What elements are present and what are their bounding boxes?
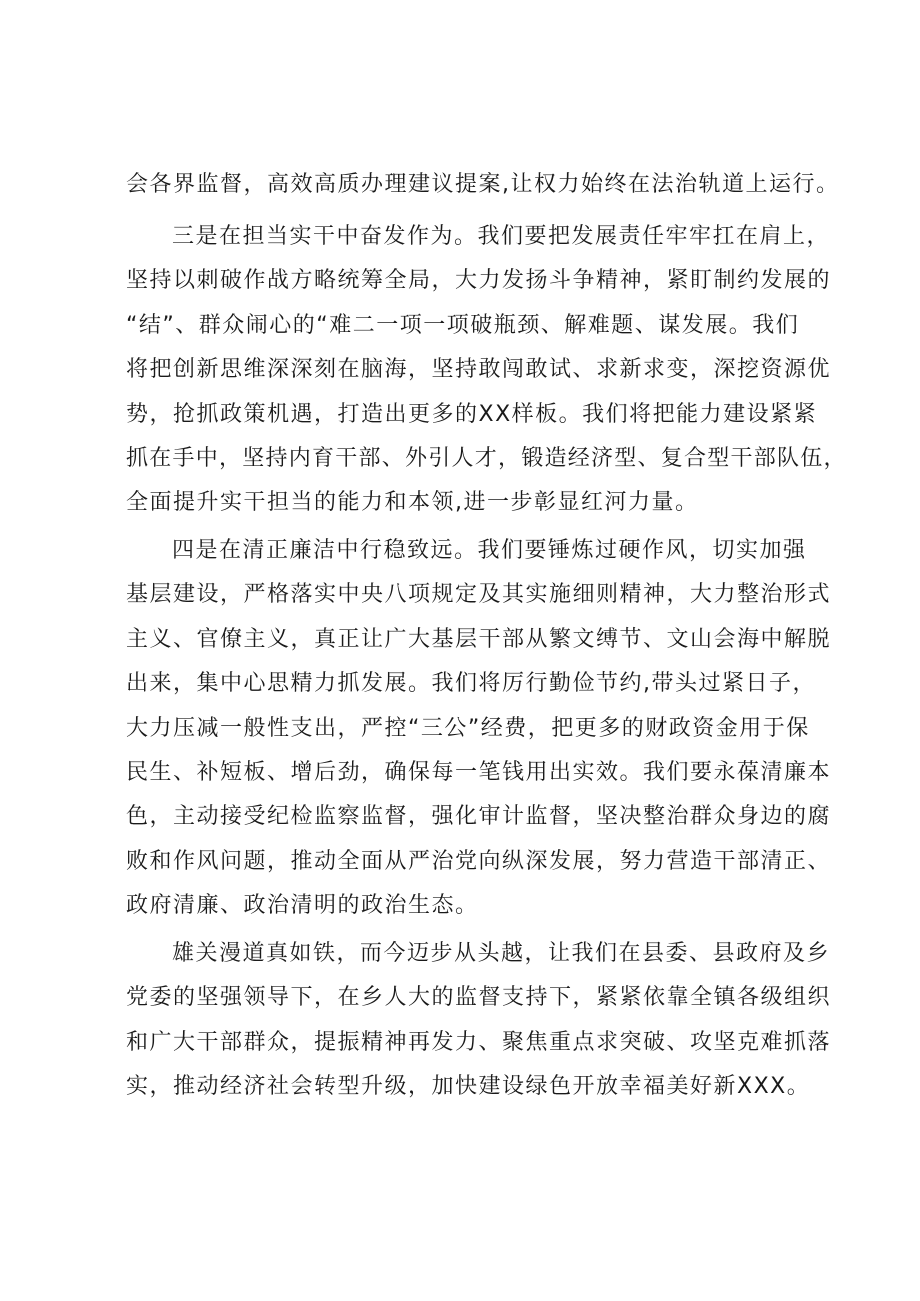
text-line: 和广大干部群众，提振精神再发力、聚焦重点求突破、攻坚克难抓落 — [126, 1030, 832, 1055]
text-line: 政府清廉、政治清明的政治生态。 — [126, 893, 479, 918]
text-line: 主义、官僚主义，真正让广大基层干部从繁文缚节、文山会海中解脱 — [126, 627, 832, 652]
paragraph-first-line: 四是在清正廉洁中行稳致远。我们要锤炼过硬作风，切实加强 — [172, 538, 807, 563]
text-line: “结”、群众闹心的“难二一项一项破瓶颈、解难题、谋发展。我们 — [126, 313, 800, 338]
text-line: 大力压减一般性支出，严控“三公”经费，把更多的财政资金用于保 — [126, 716, 810, 741]
paragraph-first-line: 三是在担当实干中奋发作为。我们要把发展责任牢牢扛在肩上， — [172, 224, 831, 249]
text-line: 势，抢抓政策机遇，打造出更多的XX样板。我们将把能力建设紧紧 — [126, 402, 818, 427]
paragraph-first-line: 雄关漫道真如铁，而今迈步从头越，让我们在县委、县政府及乡 — [172, 941, 831, 966]
text-line: 实，推动经济社会转型升级，加快建设绿色开放幸福美好新XXX。 — [126, 1074, 811, 1099]
text-line: 败和作风问题，推动全面从严治党向纵深发展，努力营造干部清正、 — [126, 849, 832, 874]
text-line: 民生、补短板、增后劲，确保每一笔钱用出实效。我们要永葆清廉本 — [126, 760, 832, 785]
text-line: 出来，集中心思精力抓发展。我们将厉行勤俭节约,带头过紧日子， — [126, 671, 816, 696]
text-line: 党委的坚强领导下，在乡人大的监督支持下，紧紧依靠全镇各级组织 — [126, 985, 832, 1010]
text-line: 全面提升实干担当的能力和本领,进一步彰显红河力量。 — [126, 490, 699, 515]
text-line: 坚持以刺破作战方略统筹全局，大力发扬斗争精神，紧盯制约发展的 — [126, 268, 832, 293]
text-line: 基层建设，严格落实中央八项规定及其实施细则精神，大力整治形式 — [126, 582, 832, 607]
text-line: 将把创新思维深深刻在脑海，坚持敢闯敢试、求新求变，深挖资源优 — [126, 357, 832, 382]
text-line: 会各界监督，高效高质办理建议提案,让权力始终在法治轨道上运行。 — [126, 172, 840, 197]
text-line: 抓在手中，坚持内育干部、外引人才，锻造经济型、复合型干部队伍， — [126, 446, 847, 471]
text-line: 色，主动接受纪检监察监督，强化审计监督，坚决整治群众身边的腐 — [126, 804, 832, 829]
